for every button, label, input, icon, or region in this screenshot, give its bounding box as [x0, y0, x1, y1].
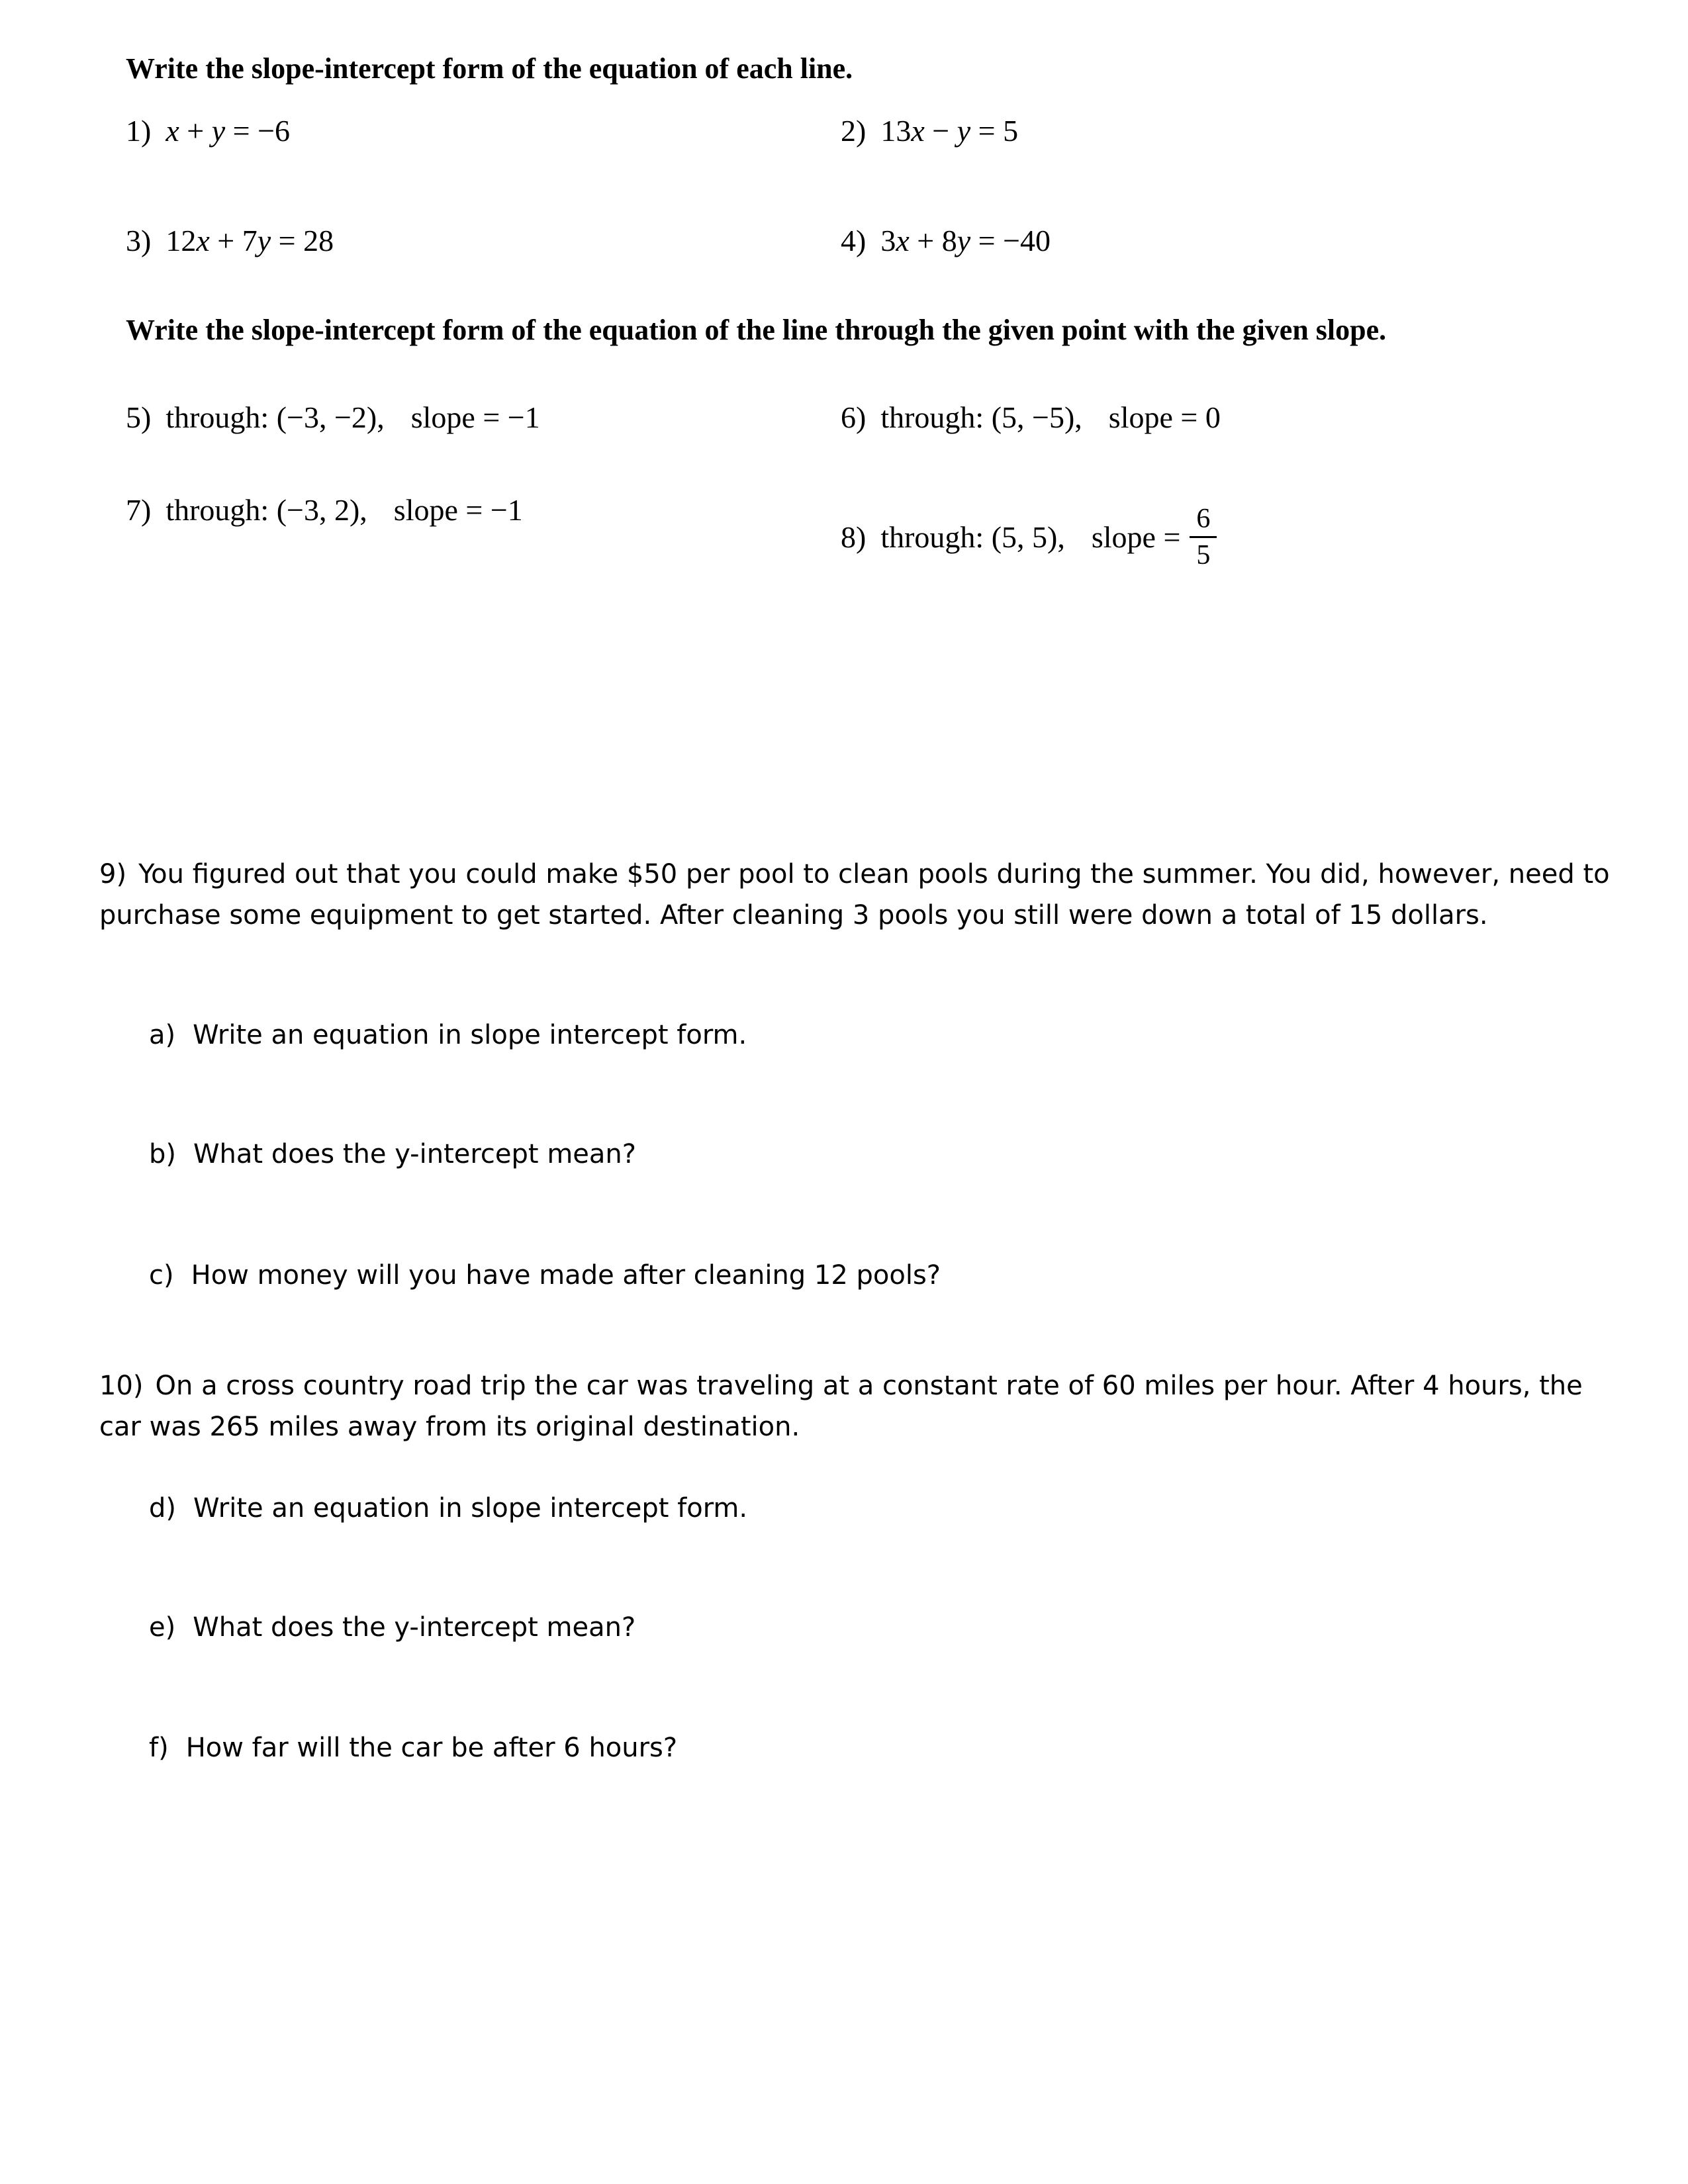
word-problem-10-label: 10)	[99, 1371, 144, 1401]
problem-4	[841, 224, 1051, 258]
problem-4-label: 4)	[841, 224, 867, 257]
problem-5-slope: slope = −1	[410, 400, 540, 434]
word-problem-10	[99, 1365, 1622, 1447]
problem-7-label: 7)	[126, 493, 152, 527]
problem-3	[126, 224, 334, 258]
problem-5-through: through: (−3, −2),	[165, 400, 385, 434]
part-a-text: Write an equation in slope intercept form.	[193, 1020, 747, 1050]
problem-5	[126, 400, 540, 435]
part-b-text: What does the y-intercept mean?	[193, 1139, 636, 1169]
part-c-label: c)	[149, 1260, 174, 1291]
problem-7	[126, 493, 523, 527]
problem-6-slope: slope = 0	[1108, 400, 1221, 434]
fraction-denominator: 5	[1196, 540, 1211, 570]
problem-6	[841, 400, 1221, 435]
problem-6-label: 6)	[841, 400, 867, 434]
problem-4-equation: 3x + 8y = −40	[880, 224, 1051, 257]
fraction-numerator: 6	[1190, 503, 1217, 538]
part-c-text: How money will you have made after cleaning 12 pools?	[191, 1260, 941, 1291]
part-b-label: b)	[149, 1139, 176, 1169]
part-e-text: What does the y-intercept mean?	[193, 1612, 636, 1643]
part-d-label: d)	[149, 1493, 176, 1524]
part-f-label: f)	[149, 1733, 169, 1763]
problem-2-equation: 13x − y = 5	[880, 114, 1019, 148]
word-problem-9-text: You figured out that you could make $50 per pool to clean pools during the summer. You did, however, need to purchase some equipment to get started. After cleaning 3 pools you still were down a total of 15 dollars.	[99, 859, 1610, 931]
problem-8	[841, 503, 1217, 571]
word-problem-10-text: On a cross country road trip the car was traveling at a constant rate of 60 miles per hour. After 4 hours, the car was 265 miles away from its original destination.	[99, 1371, 1583, 1442]
problem-7-through: through: (−3, 2),	[165, 493, 367, 527]
problem-1-label: 1)	[126, 114, 152, 148]
word-problem-9-part-c	[149, 1256, 941, 1295]
part-e-label: e)	[149, 1612, 176, 1643]
word-problem-10-part-f	[149, 1729, 677, 1767]
problem-8-label: 8)	[841, 520, 867, 554]
problem-2	[841, 114, 1018, 148]
word-problem-9-label: 9)	[99, 859, 127, 889]
word-problem-9-part-b	[149, 1135, 636, 1173]
part-d-text: Write an equation in slope intercept form.	[193, 1493, 748, 1524]
word-problem-10-part-e	[149, 1608, 635, 1647]
problem-3-label: 3)	[126, 224, 152, 257]
problem-7-slope: slope = −1	[393, 493, 523, 527]
problem-1-equation: x + y = −6	[165, 114, 291, 148]
word-problem-9-part-a	[149, 1016, 747, 1054]
problem-2-label: 2)	[841, 114, 867, 148]
problem-1	[126, 114, 290, 148]
part-f-text: How far will the car be after 6 hours?	[185, 1733, 678, 1763]
section1-heading: Write the slope-intercept form of the equation of each line.	[126, 52, 853, 85]
problem-8-slope: slope =	[1091, 520, 1181, 554]
word-problem-9	[99, 854, 1622, 936]
problem-6-through: through: (5, −5),	[880, 400, 1082, 434]
problem-8-slope-fraction	[1190, 503, 1217, 571]
section2-heading: Write the slope-intercept form of the equation of the line through the given point with the given slope.	[126, 314, 1387, 346]
problem-3-equation: 12x + 7y = 28	[165, 224, 334, 257]
part-a-label: a)	[149, 1020, 176, 1050]
problem-8-through: through: (5, 5),	[880, 520, 1065, 554]
problem-5-label: 5)	[126, 400, 152, 434]
word-problem-10-part-d	[149, 1489, 747, 1527]
